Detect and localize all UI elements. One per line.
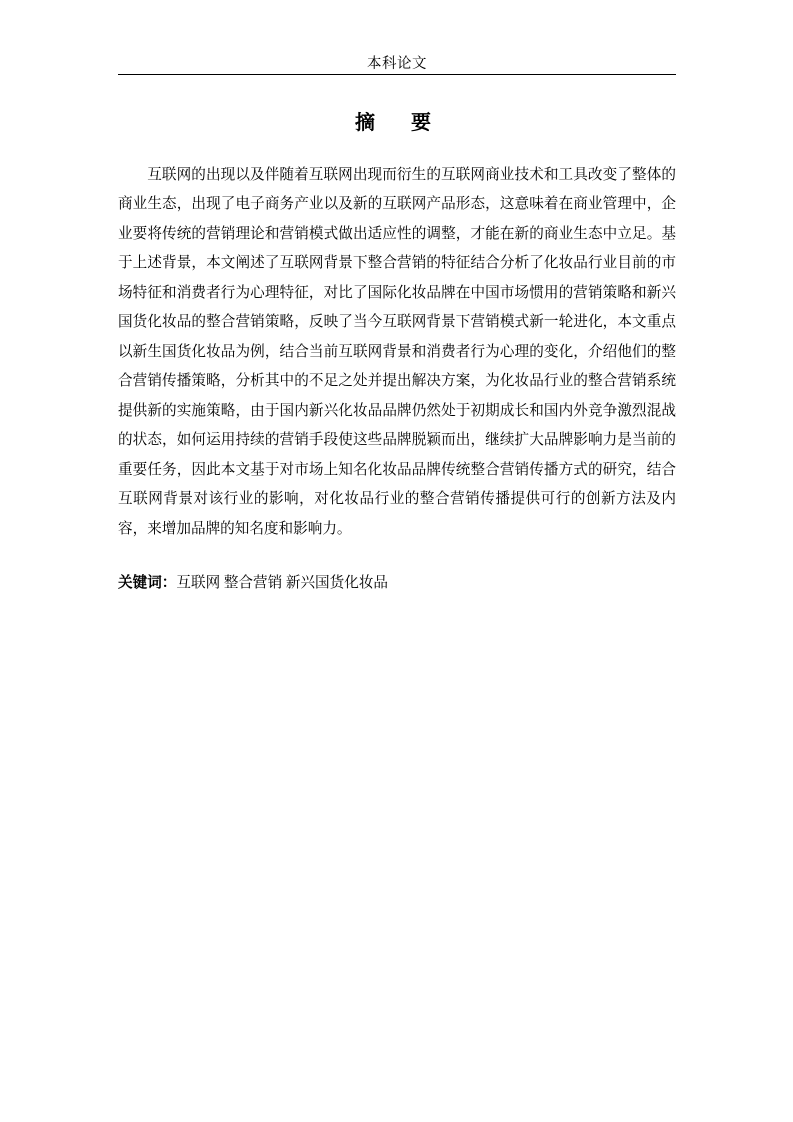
- keywords-value: 互联网 整合营销 新兴国货化妆品: [176, 575, 389, 592]
- keywords-line: [118, 570, 676, 598]
- page-title: 摘 要: [355, 112, 439, 134]
- page-header: 本科论文: [367, 56, 427, 72]
- abstract-paragraph: 互联网的出现以及伴随着互联网出现而衍生的互联网商业技术和工具改变了整体的商业生态，出现了电子商务产业以及新的互联网产品形态，这意味着在商业管理中，企业要将传统的营销理论和营销模式做出适应性的调整，才能在新的商业生态中立足。基于上述背景，本文阐述了互联网背景下整合营销的特征结合分析了化妆品行业目前的市场特征和消费者行为心理特征，对比了国际化妆品牌在中国市场惯用的营销策略和新兴国货化妆品的整合营销策略，反映了当今互联网背景下营销模式新一轮进化，本文重点以新生国货化妆品为例，结合当前互联网背景和消费者行为心理的变化，介绍他们的整合营销传播策略，分析其中的不足之处并提出解决方案，为化妆品行业的整合营销系统提供新的实施策略，由于国内新兴化妆品品牌仍然处于初期成长和国内外竞争激烈混战的状态，如何运用持续的营销手段使这些品牌脱颖而出，继续扩大品牌影响力是当前的重要任务，因此本文基于对市场上知名化妆品品牌传统整合营销传播方式的研究，结合互联网背景对该行业的影响，对化妆品行业的整合营销传播提供可行的创新方法及内容，来增加品牌的知名度和影响力。: [118, 167, 676, 537]
- page-content: [118, 96, 676, 598]
- keywords-label: 关键词：: [118, 575, 177, 592]
- header-divider: [118, 74, 676, 75]
